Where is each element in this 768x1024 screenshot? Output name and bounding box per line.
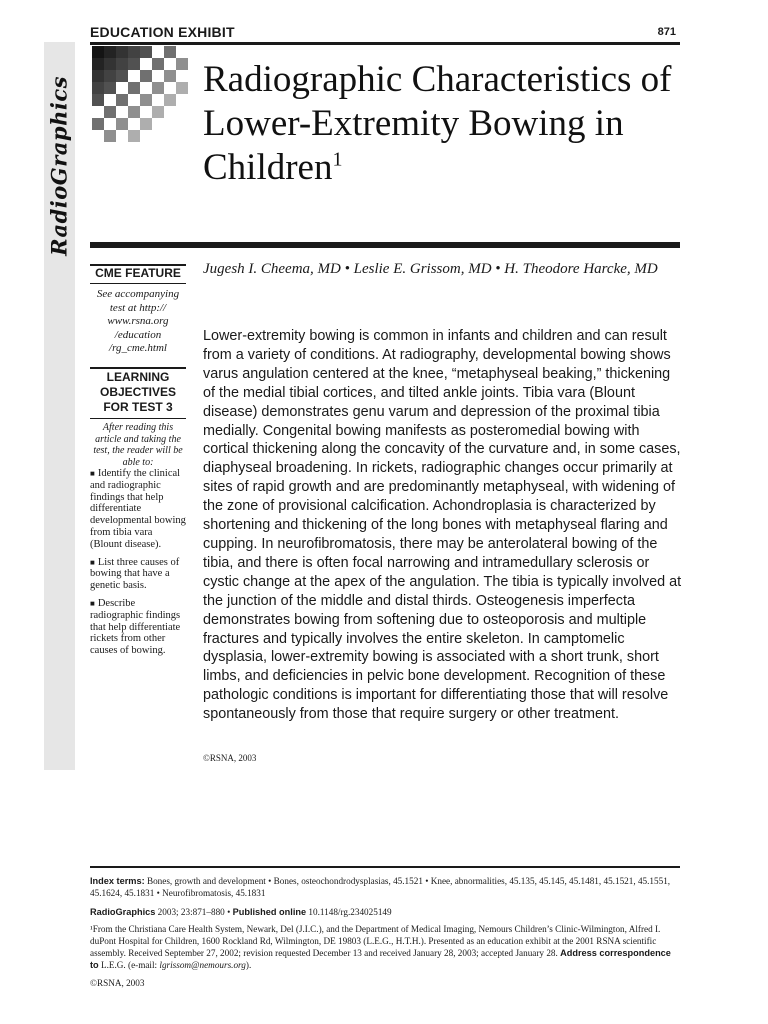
checker-cell [164,130,176,142]
abstract-text: Lower-extremity bowing is common in infants and children and can result from a variety of conditions. At radiography, developmental bowing shows varus angulation centered at the knee, “metaphyseal beaking,” thickening of the medial tibial cortices, and tilted ankle joints. Tibia vara (Blount disease) demonstrates genu varum and depression of the proximal tibia medially. Congenital bowing manifests as posteromedial bowing with cortical thickening along the concavity of the curvature and, in some cases, diaphyseal broadening. In rickets, radiographic changes occur primarily at sites of rapid growth and are predominantly metaphyseal, with widening of the zone of provisional calcification. Achondroplasia is characterized by shortening and thickening of the long bones with metaphyseal flaring and cupping. In neurofibromatosis, there may be anterolateral bowing of the tibia, and there is often focal narrowing and intramedullary sclerosis or cystic change at the apex of the angulation. The tibia is typically involved at the junction of the middle and distal thirds. Osteogenesis imperfecta demonstrates bowing from softening due to osteoporosis and multiple fractures and typically involves the entire skeleton. In camptomelic dysplasia, lower-extremity bowing is associated with a short trunk, short limbs, and deficiencies in pelvic bone development. Recognition of these pathologic conditions is important for differentiating those that will resolve spontaneously from those that require surgery or other treatment. [203,328,682,723]
checker-cell [140,106,152,118]
checker-cell [104,94,116,106]
checker-cell [176,106,188,118]
checker-cell [92,58,104,70]
checker-cell [140,70,152,82]
checker-cell [152,82,164,94]
list-item [90,468,186,551]
checker-cell [128,82,140,94]
checker-cell [152,130,164,142]
checker-cell [140,46,152,58]
correspondence-end: ). [245,960,252,970]
square-bullet-icon: ■ [90,557,95,567]
cme-test-link-text: See accompanying test at http:// www.rsna.org /education /rg_cme.html [96,288,180,354]
checker-cell [140,94,152,106]
objectives-rule-top [90,367,186,369]
checker-cell [128,94,140,106]
citation-line [90,906,680,918]
learning-objectives-intro: After reading this article and taking the test, the reader will be able to: [93,422,183,468]
checker-cell [128,70,140,82]
affiliations-note [90,923,680,971]
checker-cell [92,118,104,130]
checker-cell [152,118,164,130]
published-online-label: Published online [232,907,307,917]
checker-cell [128,46,140,58]
objective-text: Describe radiographic findings that help differentiate rickets from other causes of bowing. [90,597,181,657]
checker-cell [140,118,152,130]
checker-cell [128,106,140,118]
decorative-checker-pattern [92,46,188,142]
checker-cell [176,130,188,142]
checker-cell [116,82,128,94]
checker-cell [164,94,176,106]
footer-copyright: ©RSNA, 2003 [90,978,145,988]
checker-cell [140,82,152,94]
checker-cell [92,94,104,106]
footer-rule [90,866,680,868]
learning-objectives-title: LEARNING OBJECTIVES FOR TEST 3 [99,370,177,414]
journal-logo: RadioGraphics [46,76,72,256]
checker-cell [104,70,116,82]
checker-cell [164,106,176,118]
article-title [203,58,673,190]
checker-cell [104,46,116,58]
checker-cell [152,70,164,82]
checker-cell [104,118,116,130]
checker-cell [164,70,176,82]
checker-cell [116,94,128,106]
checker-cell [116,46,128,58]
index-terms-label: Index terms: [90,876,145,886]
title-footnote-marker: 1 [332,148,343,171]
checker-cell [92,70,104,82]
checker-cell [92,46,104,58]
learning-objectives-list [90,468,186,663]
checker-cell [176,94,188,106]
correspondence-text: L.E.G. (e-mail: [100,960,158,970]
header-rule [90,42,680,45]
checker-cell [164,82,176,94]
checker-cell [176,46,188,58]
checker-cell [152,58,164,70]
checker-cell [176,58,188,70]
abstract-copyright: ©RSNA, 2003 [203,753,257,763]
checker-cell [128,118,140,130]
checker-cell [140,130,152,142]
square-bullet-icon: ■ [90,469,95,478]
objective-text: List three causes of bowing that have a genetic basis. [90,556,180,592]
checker-cell [116,70,128,82]
objective-text: Identify the clinical and radiographic findings that help differentiate developmental bowing from tibia vara (Blount disease). [90,468,186,550]
checker-cell [176,82,188,94]
checker-cell [104,130,116,142]
checker-cell [164,118,176,130]
checker-cell [92,106,104,118]
checker-cell [152,94,164,106]
correspondence-label: Address correspondence to [90,948,671,970]
index-terms-text: Bones, growth and development • Bones, osteochondrodysplasias, 45.1521 • Knee, abnormalities, 45.135, 45.145, 45.1481, 45.1521, 45.1551, 45.1624, 45.1831 • Neurofibromatosis, 45.1831 [90,876,671,898]
citation-details: 2003; 23:871–880 • [157,907,231,917]
title-rule [90,242,680,248]
checker-cell [104,82,116,94]
index-terms [90,875,680,899]
cme-feature-title: CME FEATURE [95,266,181,280]
checker-cell [116,118,128,130]
square-bullet-icon: ■ [90,598,95,608]
checker-cell [176,70,188,82]
checker-cell [140,58,152,70]
list-item [90,598,186,657]
checker-cell [116,106,128,118]
author-list: Jugesh I. Cheema, MD • Leslie E. Grissom, MD • H. Theodore Harcke, MD [203,261,658,277]
checker-cell [128,130,140,142]
cme-rule [90,283,186,284]
objectives-rule [90,418,186,419]
checker-cell [164,46,176,58]
citation-journal: RadioGraphics [90,907,156,917]
checker-cell [164,58,176,70]
affiliations-text: ¹From the Christiana Care Health System, Newark, Del (J.I.C.), and the Department of Medical Imaging, Nemours Children’s Clinic-Wilmington, Alfred I. duPont Hospital for Children, 1600 Rockland Rd, Wilmington, DE 19803 (L.E.G., H.T.H.). Presented as an education exhibit at the 2001 RSNA scientific assembly. Received September 27, 2002; revision requested December 13 and received January 28, 2003; accepted January 28. [90,924,661,958]
page-number: 871 [657,26,676,38]
checker-cell [92,82,104,94]
checker-cell [92,130,104,142]
list-item [90,557,186,592]
checker-cell [116,58,128,70]
article-title-text: Radiographic Characteristics of Lower-Extremity Bowing in Children [203,59,672,188]
checker-cell [152,106,164,118]
checker-cell [116,130,128,142]
checker-cell [104,58,116,70]
doi-link[interactable]: 10.1148/rg.234025149 [308,907,392,917]
correspondence-email[interactable]: lgrissom@nemours.org [159,960,246,970]
checker-cell [152,46,164,58]
checker-cell [176,118,188,130]
checker-cell [128,58,140,70]
checker-cell [104,106,116,118]
section-label: EDUCATION EXHIBIT [90,24,235,40]
